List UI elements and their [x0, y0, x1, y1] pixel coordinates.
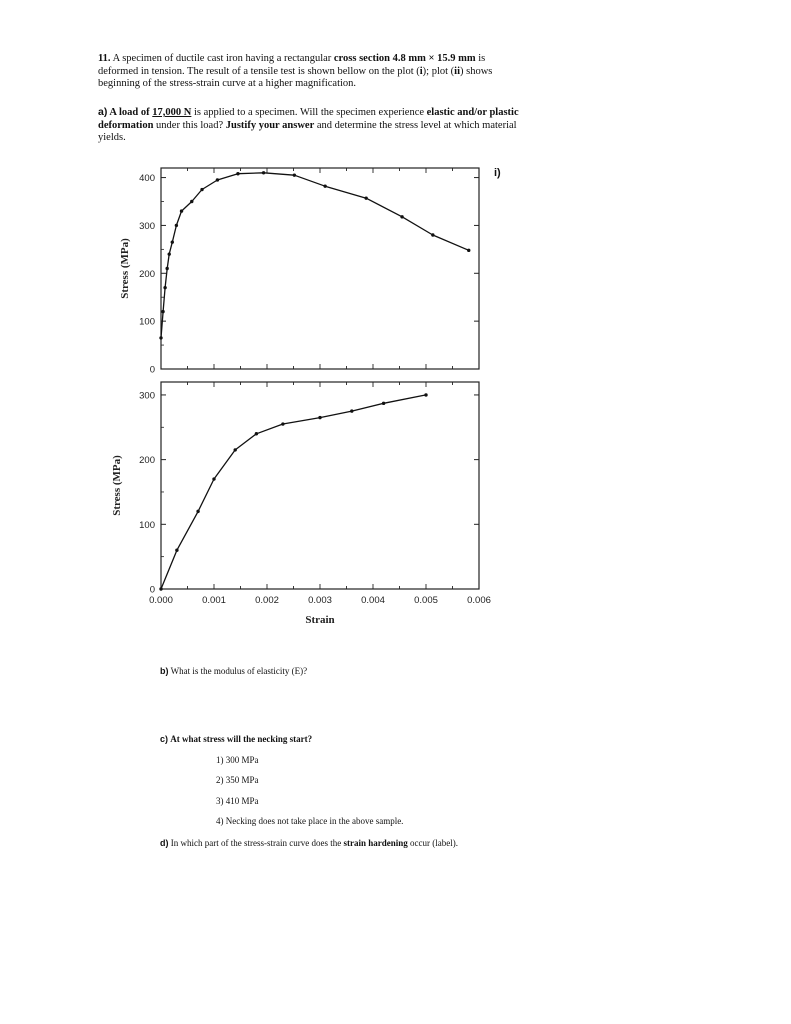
chart2-xlabel: Strain: [305, 614, 335, 626]
chart1-data-point: [216, 178, 219, 181]
option-3: 3) 410 MPa: [216, 796, 259, 806]
chart1-series-line: [161, 173, 469, 338]
chart2-ylabel: Stress (MPa): [111, 455, 123, 516]
chart1-data-point: [431, 233, 434, 236]
chart2-xtick-label: 0.005: [414, 595, 438, 606]
chart1-data-point: [163, 286, 166, 289]
chart1-data-point: [293, 173, 296, 176]
chart2-xtick-label: 0.000: [149, 595, 173, 606]
chart1-ytick-label: 100: [139, 316, 155, 328]
chart2-data-point: [159, 587, 162, 590]
chart2-data-point: [255, 432, 258, 435]
question-b: b) What is the modulus of elasticity (E)?: [160, 666, 308, 676]
chart2-ytick-label: 0: [149, 584, 155, 596]
chart1-data-point: [200, 188, 203, 191]
problem-statement: 11. A specimen of ductile cast iron having a rectangular cross section 4.8 mm × 15.9 mm is deformed in tension. The result of a tensile test is shown bellow on the plot (i); plot (ii) shows beginning of the stress-strain curve at a higher magnification.: [98, 53, 493, 89]
chart1-data-point: [159, 336, 162, 339]
chart1-data-point: [168, 252, 171, 255]
chart2-xtick-label: 0.004: [361, 595, 385, 606]
option-2: 2) 350 MPa: [216, 775, 259, 785]
chart2-xtick-label: 0.006: [467, 595, 491, 606]
question-a-letter: a): [98, 106, 108, 118]
chart1-ytick-label: 400: [139, 173, 155, 185]
plot-label: i): [494, 167, 501, 179]
chart2-ytick-label: 100: [139, 519, 155, 531]
question-d: d) In which part of the stress-strain curve does the strain hardening occur (label).: [160, 838, 458, 848]
cross-section: cross section 4.8 mm × 15.9 mm: [333, 53, 476, 64]
chart1-data-point: [190, 200, 193, 203]
chart1-data-point: [323, 184, 326, 187]
chart1-data-point: [165, 267, 168, 270]
option-1: 1) 300 MPa: [216, 755, 259, 765]
chart2-ytick-label: 200: [139, 455, 155, 467]
chart2-ytick-label: 300: [139, 390, 155, 402]
chart2-data-point: [318, 416, 321, 419]
chart2-frame: [161, 382, 479, 589]
chart1-data-point: [161, 310, 164, 313]
chart2-series-line: [161, 395, 426, 589]
chart1-ytick-label: 200: [139, 268, 155, 280]
chart1-ytick-label: 0: [149, 364, 155, 376]
chart2-data-point: [234, 448, 237, 451]
chart1-data-point: [180, 209, 183, 212]
chart1-data-point: [175, 224, 178, 227]
chart1-ytick-label: 300: [139, 220, 155, 232]
question-c: c) At what stress will the necking start?: [160, 734, 313, 744]
chart1-data-point: [262, 171, 265, 174]
option-4: 4) Necking does not take place in the above sample.: [216, 816, 404, 826]
chart2-xtick-label: 0.003: [308, 595, 332, 606]
chart1-data-point: [467, 249, 470, 252]
question-a: a) A load of 17,000 N is applied to a specimen. Will the specimen experience elastic and/or plastic deformation under this load? Justify your answer and determine the stress level at which material yields.: [98, 106, 519, 143]
chart2-xtick-label: 0.001: [202, 595, 226, 606]
chart1-data-point: [364, 196, 367, 199]
chart1-data-point: [171, 240, 174, 243]
chart1-frame: [161, 168, 479, 369]
chart2-data-point: [424, 393, 427, 396]
chart1-ylabel: Stress (MPa): [119, 238, 131, 299]
chart2-data-point: [196, 510, 199, 513]
chart1-data-point: [400, 215, 403, 218]
chart2-data-point: [350, 409, 353, 412]
chart1-data-point: [236, 172, 239, 175]
chart2-data-point: [382, 402, 385, 405]
load-value: 17,000 N: [152, 107, 192, 118]
chart2-xtick-label: 0.002: [255, 595, 279, 606]
chart2-data-point: [212, 477, 215, 480]
chart2-data-point: [175, 548, 178, 551]
chart2-data-point: [281, 422, 284, 425]
problem-number: 11.: [98, 53, 111, 64]
